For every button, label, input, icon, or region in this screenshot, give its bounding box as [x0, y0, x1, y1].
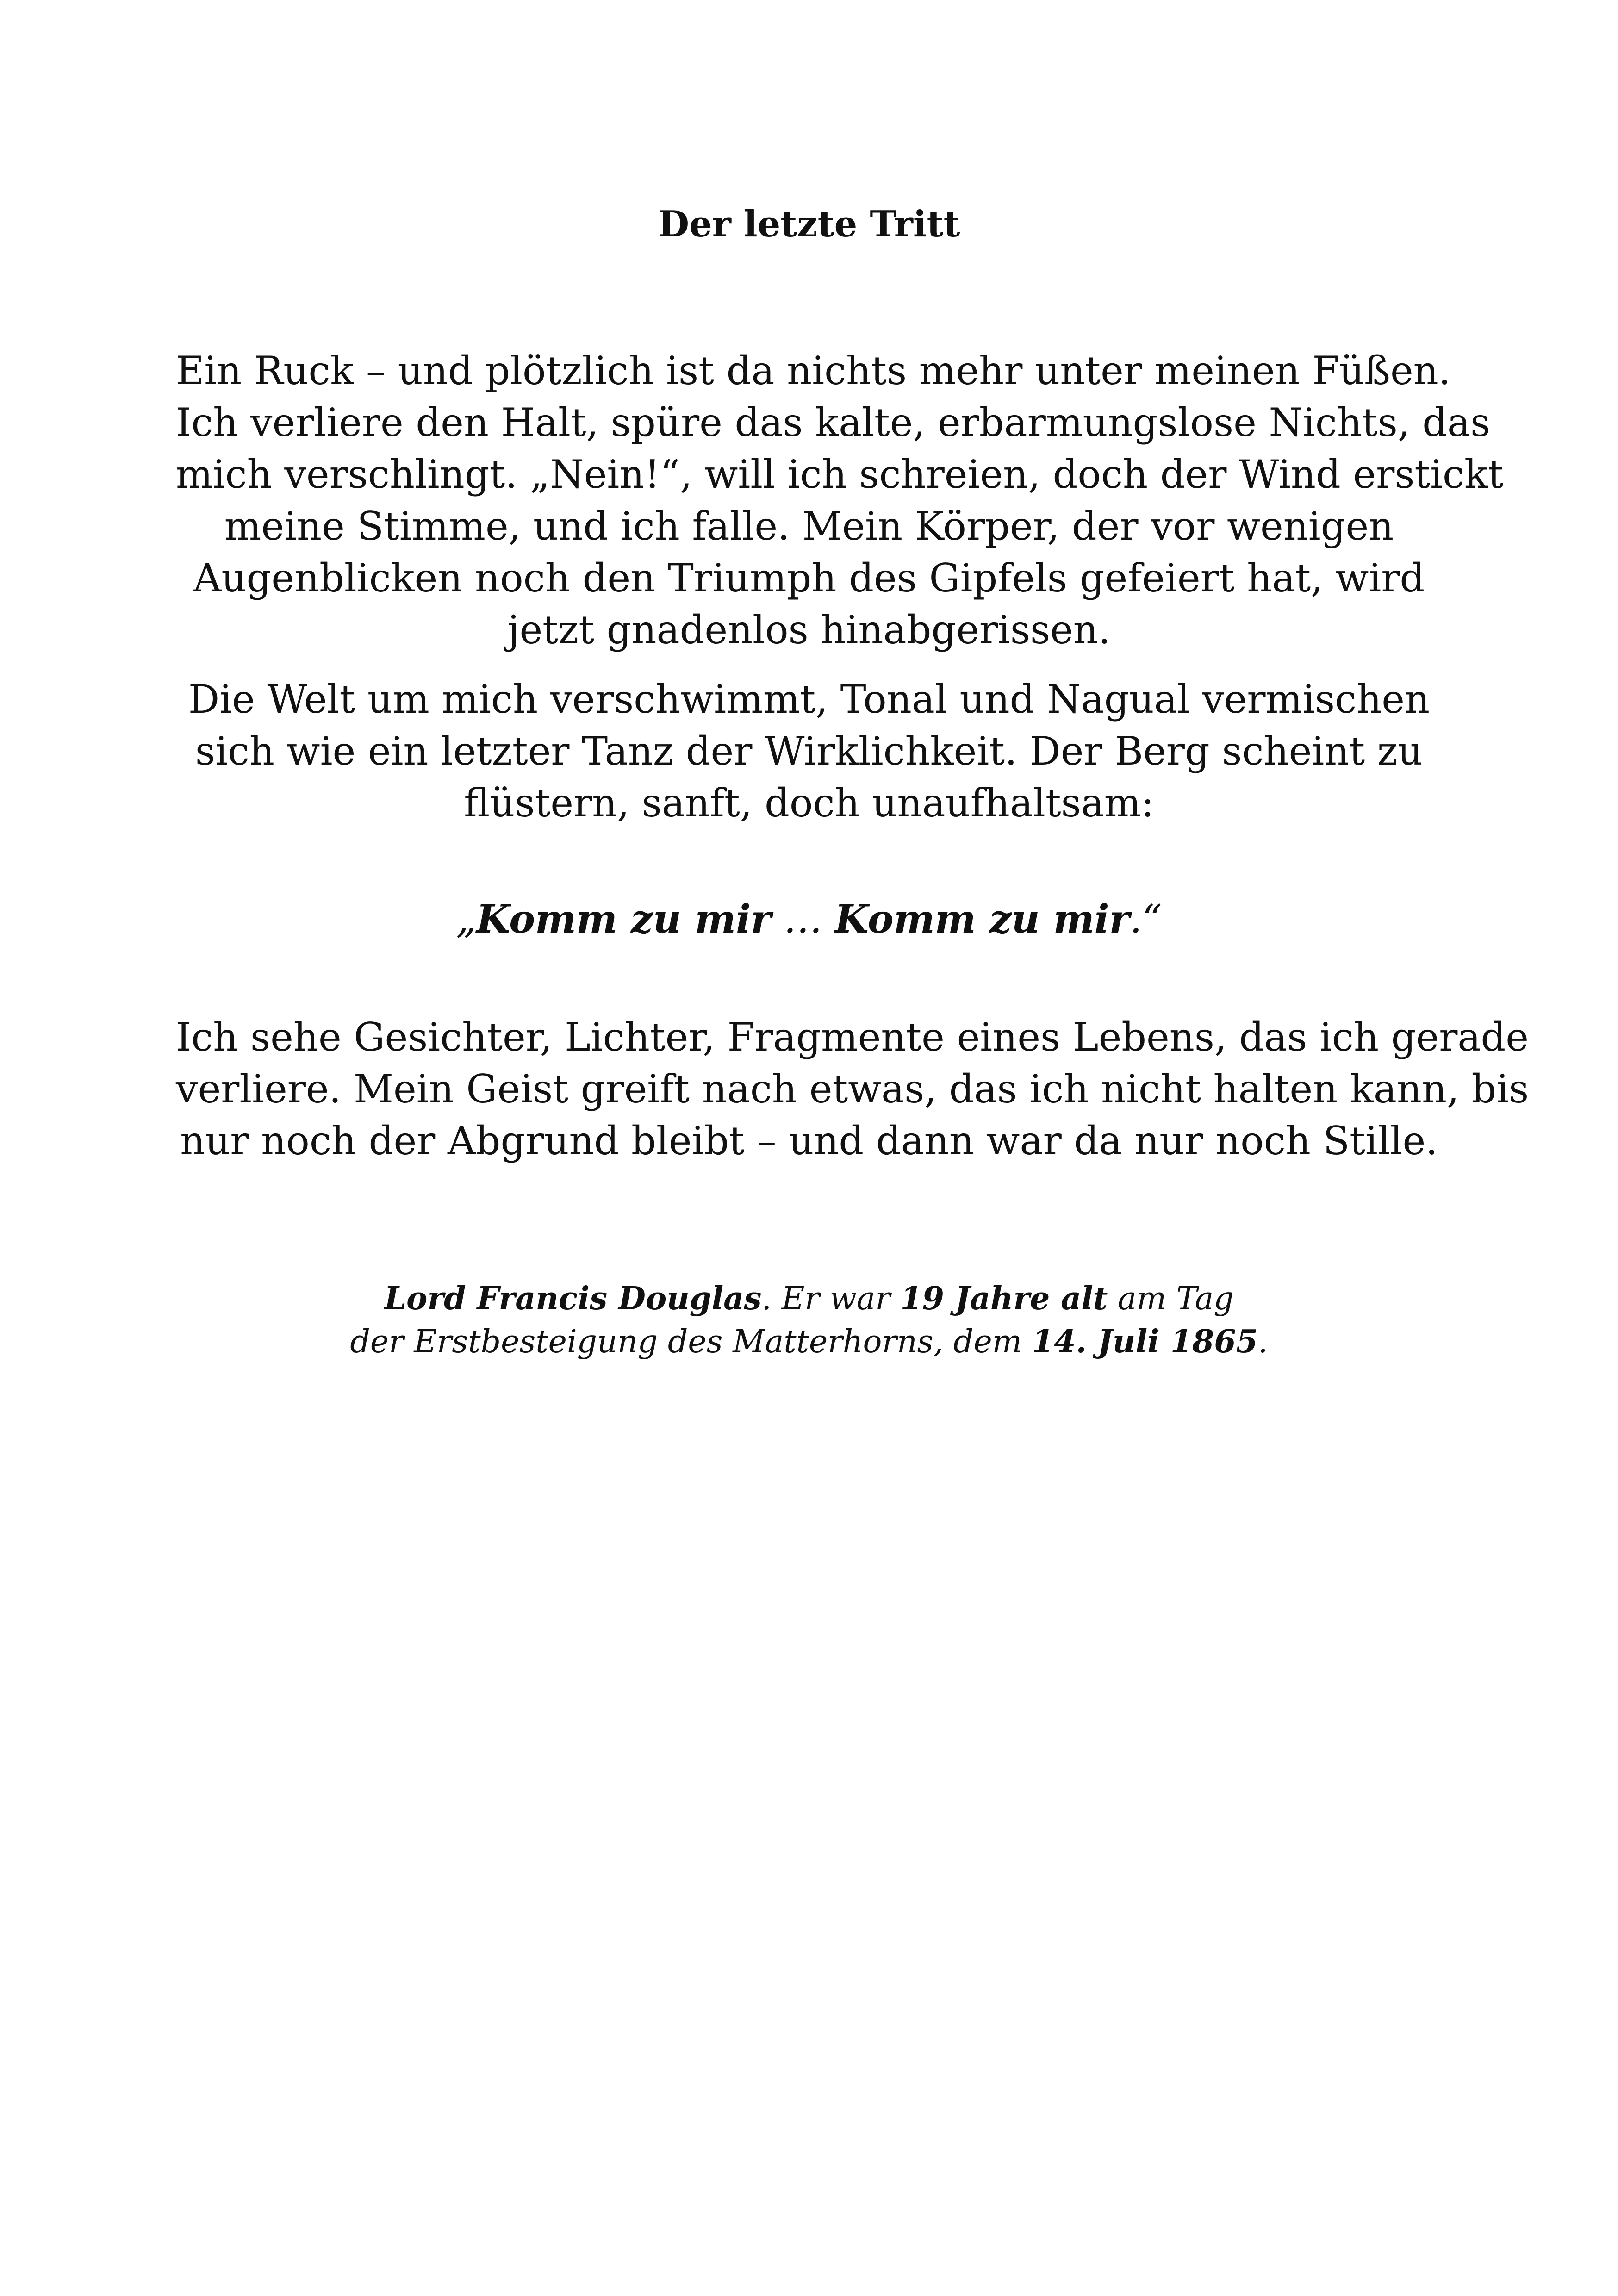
caption-line-2 — [0, 1320, 1618, 1363]
paragraph-2 — [176, 673, 1442, 829]
caption-date: 14. Juli 1865 — [1032, 1323, 1258, 1360]
caption-text: der Erstbesteigung des Matterhorns, dem — [350, 1324, 1032, 1360]
paragraph-1-line: mich verschlingt. „Nein!“, will ich schreien, doch der Wind erstickt — [176, 452, 1504, 497]
paragraph-1-line: meine Stimme, und ich falle. Mein Körper, der vor wenigen — [224, 504, 1394, 549]
paragraph-3-line: nur noch der Abgrund bleibt – und dann war da nur noch Stille. — [180, 1118, 1438, 1164]
quote-part-2: Komm zu mir — [834, 896, 1130, 942]
page-title: Der letzte Tritt — [658, 203, 960, 245]
paragraph-3-line: verliere. Mein Geist greift nach etwas, das ich nicht halten kann, bis — [176, 1066, 1529, 1112]
paragraph-2-line: Die Welt um mich verschwimmt, Tonal und Nagual vermischen — [188, 677, 1430, 722]
quote-ellipsis: … — [771, 896, 835, 942]
caption-age: 19 Jahre alt — [900, 1280, 1108, 1317]
paragraph-1-line: Ich verliere den Halt, spüre das kalte, erbarmungslose Nichts, das — [176, 400, 1491, 445]
paragraph-3-line: Ich sehe Gesichter, Lichter, Fragmente eines Lebens, das ich gerade — [176, 1014, 1529, 1060]
paragraph-1 — [176, 345, 1504, 656]
paragraph-2-line: flüstern, sanft, doch unaufhaltsam: — [464, 780, 1154, 826]
caption-text: . Er war — [761, 1281, 901, 1317]
caption-line-1 — [0, 1277, 1618, 1320]
quote-open-mark: „ — [456, 896, 476, 942]
paragraph-3 — [176, 1011, 1529, 1167]
quote-close-mark: .“ — [1129, 896, 1162, 942]
quote-part-1: Komm zu mir — [476, 896, 772, 942]
paragraph-1-line: Augenblicken noch den Triumph des Gipfels gefeiert hat, wird — [193, 555, 1425, 601]
quote — [0, 893, 1618, 945]
caption — [0, 1277, 1618, 1363]
caption-text: . — [1257, 1324, 1268, 1360]
caption-name: Lord Francis Douglas — [384, 1280, 762, 1317]
paragraph-1-line: jetzt gnadenlos hinabgerissen. — [507, 607, 1111, 653]
paragraph-2-line: sich wie ein letzter Tanz der Wirklichkeit. Der Berg scheint zu — [195, 728, 1423, 774]
paragraph-1-line: Ein Ruck – und plötzlich ist da nichts mehr unter meinen Füßen. — [176, 348, 1451, 393]
caption-text: am Tag — [1108, 1281, 1234, 1317]
